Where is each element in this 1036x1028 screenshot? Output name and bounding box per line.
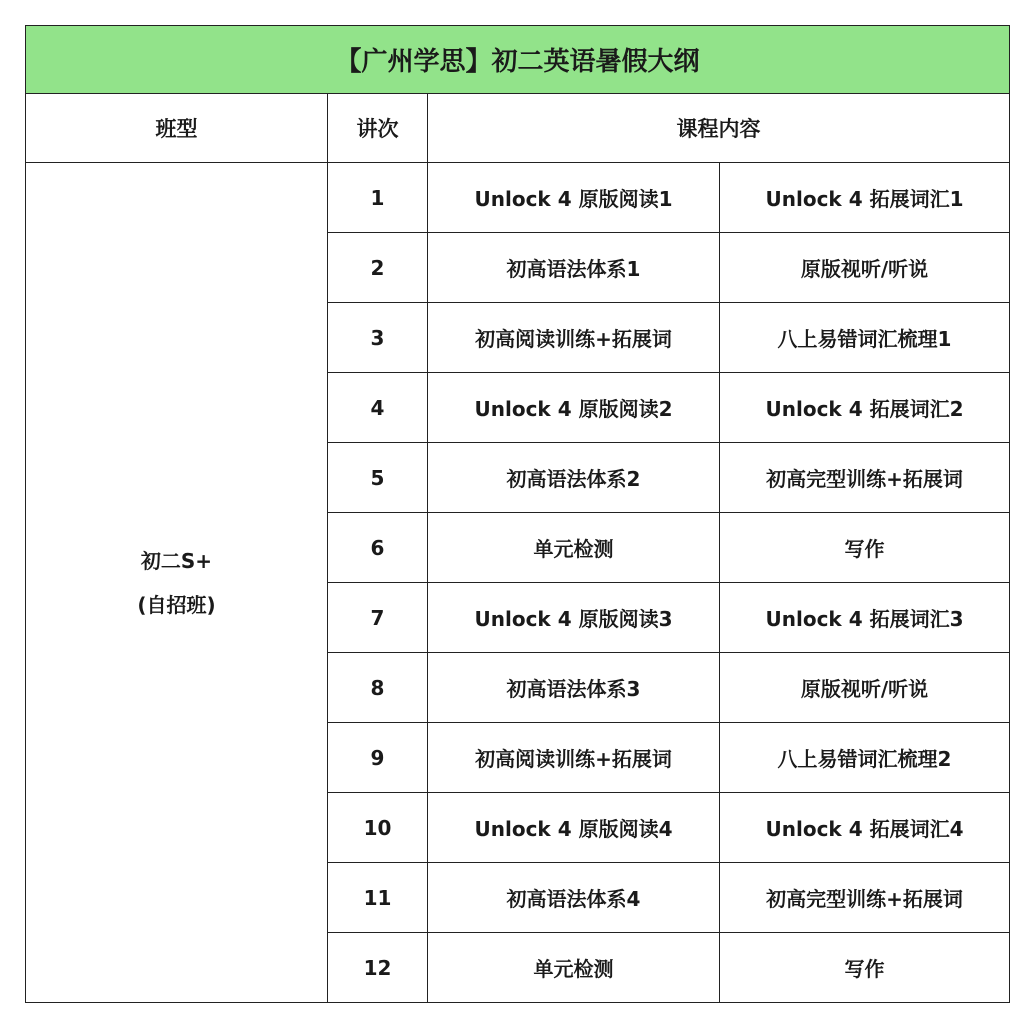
course-content-a: Unlock 4 原版阅读2 [428, 373, 720, 443]
course-content-b: 原版视听/听说 [720, 233, 1010, 303]
title-row [26, 26, 1010, 94]
course-content-b: Unlock 4 拓展词汇3 [720, 583, 1010, 653]
class-type-cell [26, 163, 328, 1003]
table-row [26, 163, 1010, 233]
course-content-b: Unlock 4 拓展词汇4 [720, 793, 1010, 863]
session-number: 10 [328, 793, 428, 863]
session-number: 6 [328, 513, 428, 583]
header-class-type: 班型 [26, 94, 328, 163]
course-content-b: 初高完型训练+拓展词 [720, 443, 1010, 513]
table-title: 【广州学思】初二英语暑假大纲 [26, 26, 1010, 94]
session-number: 1 [328, 163, 428, 233]
syllabus-table-body [26, 26, 1010, 1003]
course-content-b: 原版视听/听说 [720, 653, 1010, 723]
session-number: 3 [328, 303, 428, 373]
course-content-a: 初高语法体系4 [428, 863, 720, 933]
course-content-a: 单元检测 [428, 513, 720, 583]
class-type-note: (自招班) [137, 592, 216, 617]
header-content: 课程内容 [428, 94, 1010, 163]
session-number: 9 [328, 723, 428, 793]
course-content-a: 初高语法体系1 [428, 233, 720, 303]
header-row [26, 94, 1010, 163]
class-type-name: 初二S+ [140, 548, 213, 573]
course-content-a: 单元检测 [428, 933, 720, 1003]
course-content-a: 初高语法体系2 [428, 443, 720, 513]
session-number: 8 [328, 653, 428, 723]
course-content-a: Unlock 4 原版阅读3 [428, 583, 720, 653]
course-content-b: 写作 [720, 513, 1010, 583]
course-content-b: 八上易错词汇梳理2 [720, 723, 1010, 793]
course-content-a: 初高语法体系3 [428, 653, 720, 723]
session-number: 12 [328, 933, 428, 1003]
course-content-b: 八上易错词汇梳理1 [720, 303, 1010, 373]
session-number: 5 [328, 443, 428, 513]
course-content-b: Unlock 4 拓展词汇2 [720, 373, 1010, 443]
session-number: 11 [328, 863, 428, 933]
course-content-a: 初高阅读训练+拓展词 [428, 303, 720, 373]
course-content-b: 初高完型训练+拓展词 [720, 863, 1010, 933]
session-number: 4 [328, 373, 428, 443]
course-content-b: Unlock 4 拓展词汇1 [720, 163, 1010, 233]
course-content-a: Unlock 4 原版阅读4 [428, 793, 720, 863]
syllabus-table [25, 25, 1010, 1003]
course-content-a: Unlock 4 原版阅读1 [428, 163, 720, 233]
course-content-a: 初高阅读训练+拓展词 [428, 723, 720, 793]
course-content-b: 写作 [720, 933, 1010, 1003]
header-session: 讲次 [328, 94, 428, 163]
session-number: 7 [328, 583, 428, 653]
session-number: 2 [328, 233, 428, 303]
